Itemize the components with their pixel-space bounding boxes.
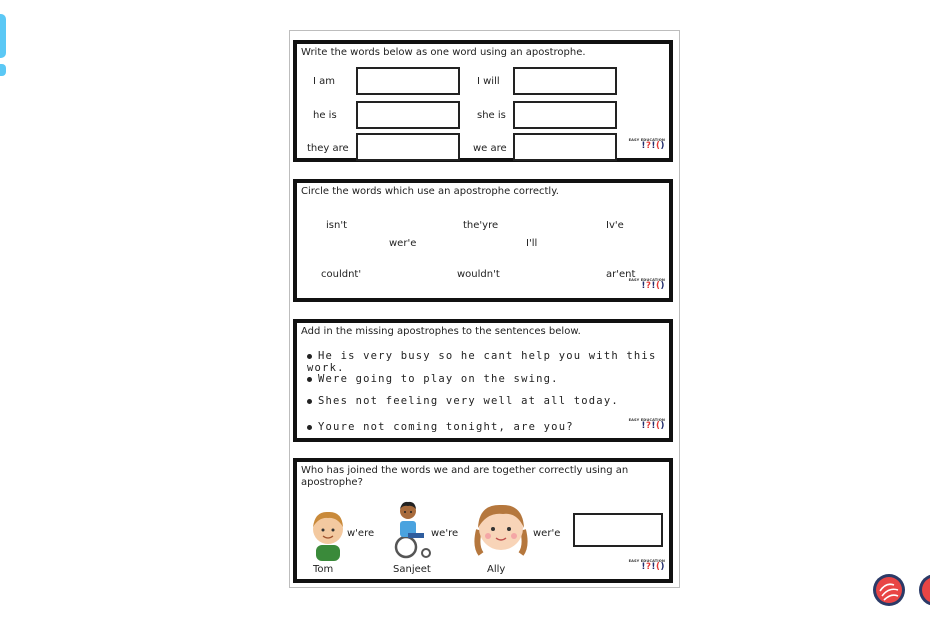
word-option[interactable]: wer'e [389, 238, 417, 249]
answer-box[interactable] [356, 67, 460, 95]
section-write-words [293, 40, 673, 162]
sentence-item: Shes not feeling very well at all today. [307, 395, 619, 407]
character-name: Ally [487, 564, 506, 575]
word-option[interactable]: ar'ent [606, 269, 636, 280]
character-name: Tom [313, 564, 334, 575]
easy-education-logo: EASY EDUCATION !?!() [628, 418, 665, 431]
word-option[interactable]: Iv'e [606, 220, 624, 231]
wheelchair-boy-icon [390, 497, 436, 559]
sentence-item: He is very busy so he cant help you with this work. [307, 350, 657, 374]
word-option[interactable]: I'll [526, 238, 538, 249]
word-label: she is [477, 110, 506, 121]
girl-character-icon [473, 498, 529, 560]
section-title: Circle the words which use an apostrophe correctly. [301, 186, 559, 197]
word-option[interactable]: couldnt' [321, 269, 362, 280]
word-label: I will [477, 76, 500, 87]
option-word: w'ere [347, 528, 375, 539]
word-option[interactable]: wouldn't [457, 269, 500, 280]
section-title: Who has joined the words we and are together correctly using an apostrophe? [301, 465, 629, 488]
logo-mark: !?!() [641, 421, 665, 431]
word-label: we are [473, 143, 507, 154]
section-circle-words [293, 179, 673, 302]
easy-education-logo: EASY EDUCATION !?!() [628, 559, 665, 572]
logo-mark: !?!() [641, 141, 665, 151]
decorative-shape [0, 14, 8, 76]
option-word: we're [431, 528, 459, 539]
worksheet [289, 30, 680, 588]
section-missing-apostrophes [293, 319, 673, 442]
section-title: Write the words below as one word using an apostrophe. [301, 47, 586, 58]
word-option[interactable]: the'yre [463, 220, 499, 231]
option-word: wer'e [533, 528, 561, 539]
easy-education-logo: EASY EDUCATION !?!() [628, 138, 665, 151]
answer-box[interactable] [513, 67, 617, 95]
word-label: I am [313, 76, 335, 87]
scribble-badge-icon [872, 573, 906, 607]
answer-box[interactable] [513, 101, 617, 129]
section-title: Add in the missing apostrophes to the sentences below. [301, 326, 581, 337]
sentence-item: Were going to play on the swing. [307, 373, 559, 385]
boy-character-icon [307, 505, 349, 561]
answer-box[interactable] [573, 513, 663, 547]
logo-mark: !?!() [641, 562, 665, 572]
section-who-joined [293, 458, 673, 583]
word-label: he is [313, 110, 337, 121]
answer-box[interactable] [513, 133, 617, 161]
character-name: Sanjeet [393, 564, 431, 575]
logo-mark: !?!() [641, 281, 665, 291]
scribble-badge-icon [918, 573, 930, 607]
answer-box[interactable] [356, 101, 460, 129]
answer-box[interactable] [356, 133, 460, 161]
sentence-item: Youre not coming tonight, are you? [307, 421, 574, 433]
word-label: they are [307, 143, 349, 154]
word-option[interactable]: isn't [326, 220, 347, 231]
easy-education-logo: EASY EDUCATION !?!() [628, 278, 665, 291]
